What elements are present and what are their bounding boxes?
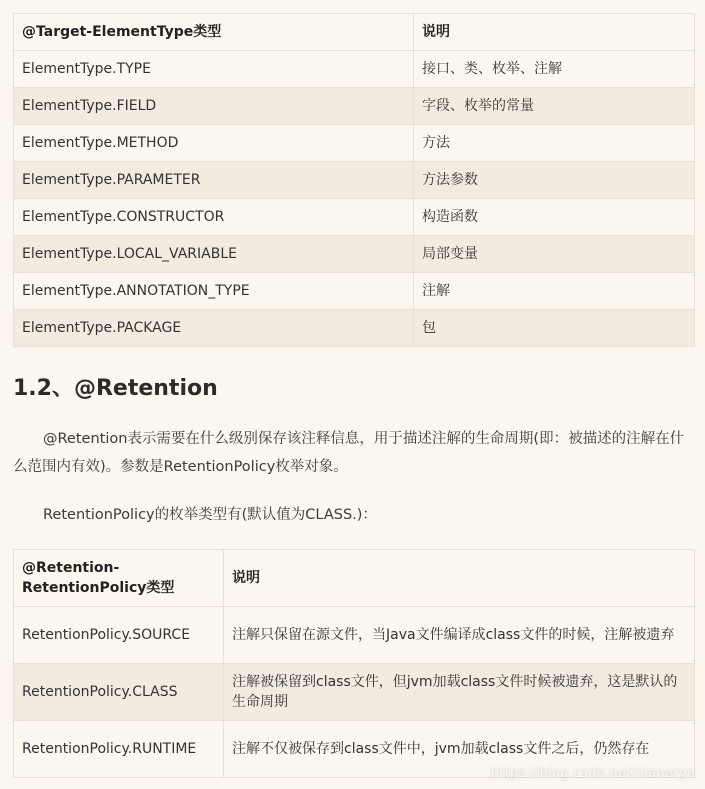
description-cell: 接口、类、枚举、注解 <box>414 51 695 88</box>
table-row <box>14 88 695 125</box>
table-row <box>14 664 695 721</box>
description-cell: 方法 <box>414 125 695 162</box>
column-header-type: @Retention-RetentionPolicy类型 <box>14 550 224 607</box>
description-cell: 注解被保留到class文件，但jvm加载class文件时候被遗弃，这是默认的生命周期 <box>224 664 695 721</box>
element-type-cell: ElementType.CONSTRUCTOR <box>14 199 414 236</box>
element-type-cell: ElementType.PARAMETER <box>14 162 414 199</box>
table-row <box>14 162 695 199</box>
table-row <box>14 199 695 236</box>
element-type-cell: ElementType.FIELD <box>14 88 414 125</box>
retention-policy-cell: RetentionPolicy.CLASS <box>14 664 224 721</box>
retention-description-paragraph: @Retention表示需要在什么级别保存该注释信息，用于描述注解的生命周期(即：被描述的注解在什么范围内有效)。参数是RetentionPolicy枚举对象。 <box>13 431 685 475</box>
description-cell: 注解只保留在源文件，当Java文件编译成class文件的时候，注解被遗弃 <box>224 607 695 664</box>
table-header-row <box>14 14 695 51</box>
retention-policy-cell: RetentionPolicy.SOURCE <box>14 607 224 664</box>
table-row <box>14 125 695 162</box>
table-row <box>14 310 695 347</box>
element-type-cell: ElementType.METHOD <box>14 125 414 162</box>
description-cell: 字段、枚举的常量 <box>414 88 695 125</box>
description-cell: 构造函数 <box>414 199 695 236</box>
table-row <box>14 51 695 88</box>
table-row <box>14 607 695 664</box>
column-header-type: @Target-ElementType类型 <box>14 14 414 51</box>
element-type-cell: ElementType.LOCAL_VARIABLE <box>14 236 414 273</box>
table-header-row <box>14 550 695 607</box>
description-cell: 局部变量 <box>414 236 695 273</box>
element-type-cell: ElementType.PACKAGE <box>14 310 414 347</box>
element-type-cell: ElementType.ANNOTATION_TYPE <box>14 273 414 310</box>
section-heading: 1.2、@Retention <box>13 376 218 401</box>
retention-policy-table <box>13 549 695 778</box>
description-cell: 方法参数 <box>414 162 695 199</box>
table-row <box>14 273 695 310</box>
element-type-table <box>13 13 695 347</box>
retention-policy-cell: RetentionPolicy.RUNTIME <box>14 721 224 778</box>
description-cell: 注解 <box>414 273 695 310</box>
description-cell: 包 <box>414 310 695 347</box>
retention-policy-intro-paragraph: RetentionPolicy的枚举类型有(默认值为CLASS.)： <box>43 507 377 523</box>
column-header-description: 说明 <box>224 550 695 607</box>
element-type-cell: ElementType.TYPE <box>14 51 414 88</box>
table-row <box>14 236 695 273</box>
description-cell: 注解不仅被保存到class文件中，jvm加载class文件之后，仍然存在 <box>224 721 695 778</box>
source-watermark: https://blog.csdn.net/xiaoerye <box>490 766 695 781</box>
column-header-description: 说明 <box>414 14 695 51</box>
